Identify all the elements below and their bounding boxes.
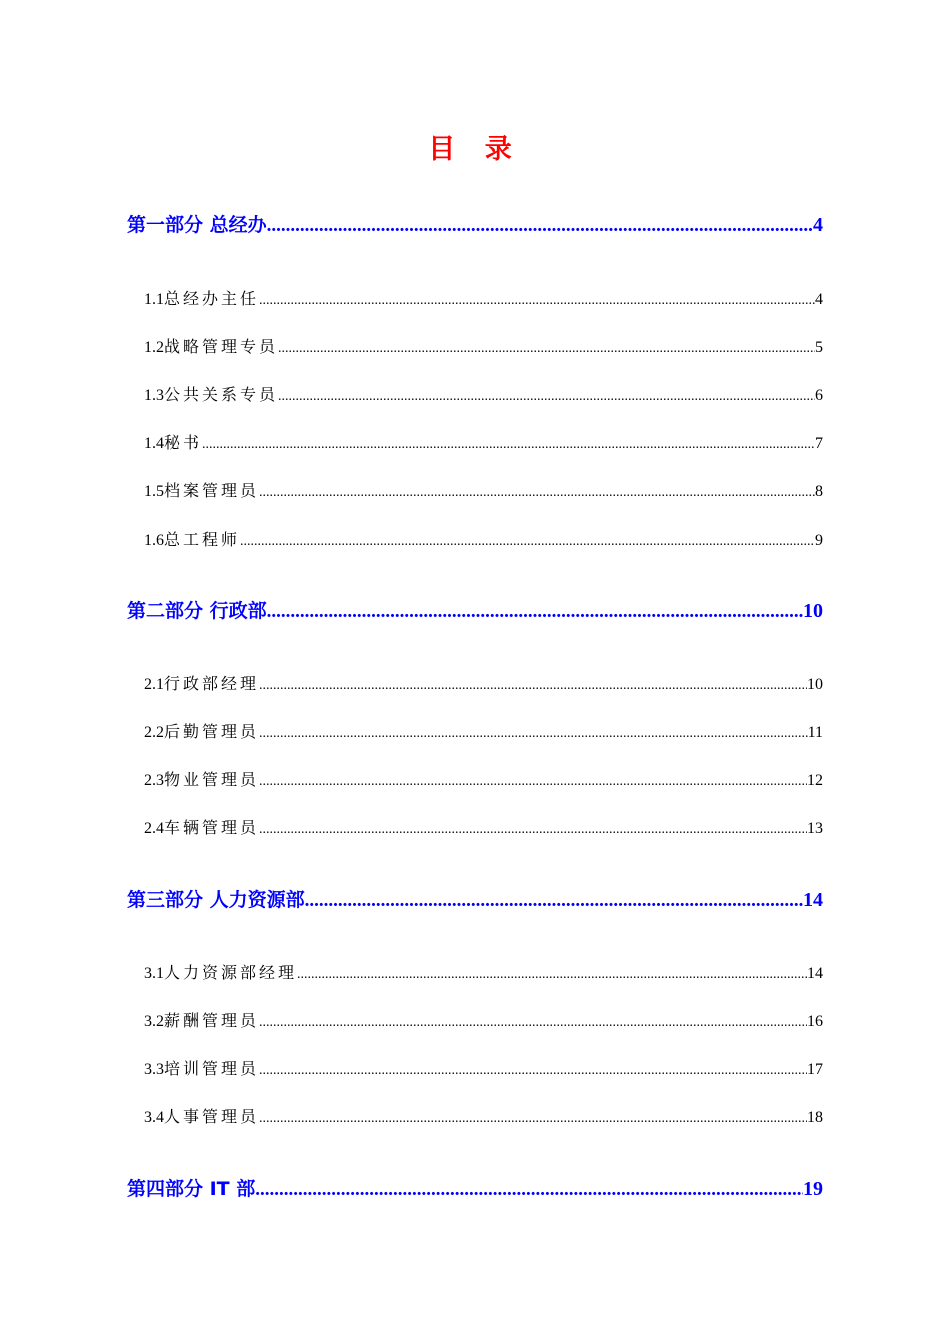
entry-number: 1.6	[144, 532, 164, 549]
toc-part-3[interactable]	[127, 886, 823, 915]
toc-entry-1-3[interactable]	[144, 384, 823, 409]
entry-label	[144, 962, 297, 986]
entry-text: 培训管理员	[164, 1061, 260, 1078]
entry-page-number: 17	[807, 1061, 823, 1078]
dot-leader	[278, 385, 815, 409]
entry-number: 3.1	[144, 965, 164, 982]
entry-label	[144, 673, 259, 697]
entry-text: 档案管理员	[164, 483, 260, 500]
entry-page-number: 4	[815, 291, 823, 308]
entry-text: 车辆管理员	[164, 820, 260, 837]
toc-part-1[interactable]	[127, 211, 823, 240]
entry-page-number: 9	[815, 532, 823, 549]
entry-page-number: 18	[807, 1109, 823, 1126]
dot-leader	[278, 337, 815, 361]
dot-leader	[305, 887, 803, 915]
entry-number: 2.4	[144, 820, 164, 837]
entry-text: 总工程师	[164, 532, 241, 549]
entry-label	[144, 721, 259, 745]
entry-label	[144, 336, 278, 360]
dot-leader	[259, 1107, 807, 1131]
dot-leader	[259, 481, 815, 505]
entry-label	[144, 1010, 259, 1034]
toc-entry-2-3[interactable]	[144, 769, 823, 794]
toc-entry-1-6[interactable]	[144, 529, 823, 554]
dot-leader	[267, 598, 803, 626]
entry-label	[144, 1058, 259, 1082]
toc-title: 目 录	[428, 134, 522, 165]
part-page-number: 4	[813, 214, 823, 236]
toc-entry-2-2[interactable]	[144, 721, 823, 746]
entry-label	[144, 384, 278, 408]
entry-page-number: 6	[815, 387, 823, 404]
part-page-number: 19	[803, 1178, 823, 1200]
toc-entry-3-2[interactable]	[144, 1010, 823, 1035]
entry-text: 总经办主任	[164, 291, 260, 308]
dot-leader	[255, 1176, 803, 1204]
toc-entry-3-1[interactable]	[144, 962, 823, 987]
entry-label	[144, 288, 259, 312]
entry-number: 1.2	[144, 339, 164, 356]
toc-entry-1-4[interactable]	[144, 432, 823, 457]
entry-number: 1.1	[144, 291, 164, 308]
dot-leader	[259, 770, 807, 794]
entry-page-number: 5	[815, 339, 823, 356]
dot-leader	[202, 433, 815, 457]
entry-text: 战略管理专员	[164, 339, 279, 356]
entry-label	[144, 817, 259, 841]
entry-number: 3.2	[144, 1013, 164, 1030]
entry-page-number: 7	[815, 435, 823, 452]
entry-number: 3.3	[144, 1061, 164, 1078]
entry-label	[144, 480, 259, 504]
toc-entry-2-1[interactable]	[144, 673, 823, 698]
entry-text: 公共关系专员	[164, 387, 279, 404]
toc-entry-2-4[interactable]	[144, 817, 823, 842]
part-label: 第四部分 IT 部	[127, 1178, 256, 1200]
entry-page-number: 8	[815, 483, 823, 500]
entry-text: 人力资源部经理	[164, 965, 298, 982]
toc-entry-1-5[interactable]	[144, 480, 823, 505]
entry-text: 物业管理员	[164, 772, 260, 789]
entry-number: 1.4	[144, 435, 164, 452]
dot-leader	[267, 212, 813, 240]
toc-entry-3-3[interactable]	[144, 1058, 823, 1083]
dot-leader	[259, 674, 807, 698]
entry-number: 2.3	[144, 772, 164, 789]
part-page-number: 14	[803, 889, 823, 911]
dot-leader	[240, 530, 815, 554]
entry-number: 3.4	[144, 1109, 164, 1126]
entry-number: 2.1	[144, 676, 164, 693]
entry-number: 1.5	[144, 483, 164, 500]
entry-number: 2.2	[144, 724, 164, 741]
entry-page-number: 11	[807, 724, 823, 741]
entry-page-number: 13	[807, 820, 823, 837]
entry-text: 薪酬管理员	[164, 1013, 260, 1030]
entry-number: 1.3	[144, 387, 164, 404]
part-label: 第三部分 人力资源部	[127, 889, 305, 911]
entry-label	[144, 432, 202, 456]
entry-label	[144, 529, 240, 553]
entry-text: 行政部经理	[164, 676, 260, 693]
dot-leader	[259, 289, 815, 313]
entry-text: 人事管理员	[164, 1109, 260, 1126]
toc-entry-3-4[interactable]	[144, 1106, 823, 1131]
entry-text: 秘书	[164, 435, 203, 452]
dot-leader	[259, 1011, 807, 1035]
entry-page-number: 10	[807, 676, 823, 693]
part-page-number: 10	[803, 600, 823, 622]
entry-page-number: 14	[807, 965, 823, 982]
toc-part-4[interactable]	[127, 1175, 823, 1204]
dot-leader	[297, 963, 807, 987]
toc-entry-1-1[interactable]	[144, 288, 823, 313]
entry-label	[144, 769, 259, 793]
part-label: 第一部分 总经办	[127, 214, 267, 236]
entry-page-number: 12	[807, 772, 823, 789]
dot-leader	[259, 1059, 807, 1083]
dot-leader	[259, 722, 808, 746]
entry-page-number: 16	[807, 1013, 823, 1030]
part-label: 第二部分 行政部	[127, 600, 267, 622]
toc-part-2[interactable]	[127, 597, 823, 626]
entry-label	[144, 1106, 259, 1130]
dot-leader	[259, 818, 807, 842]
toc-entry-1-2[interactable]	[144, 336, 823, 361]
entry-text: 后勤管理员	[164, 724, 260, 741]
